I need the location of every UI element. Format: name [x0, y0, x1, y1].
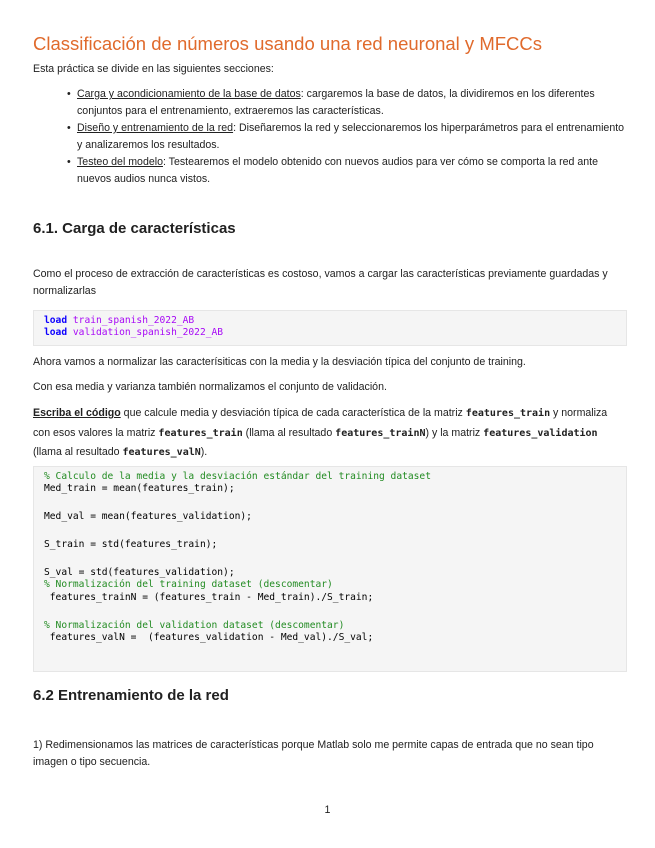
- page-number: 1: [324, 804, 331, 816]
- bullet-icon: •: [67, 156, 71, 168]
- section-link[interactable]: Diseño y entrenamiento de la red: [77, 122, 234, 134]
- list-item: [33, 120, 627, 153]
- page-title: Classificación de números usando una red neuronal y MFCCs: [33, 33, 543, 54]
- paragraph-instruccion: [33, 404, 627, 463]
- bullet-icon: •: [67, 122, 71, 134]
- list-item-text: : Testearemos el modelo obtenido con nuevos audios para ver cómo se comporta la red ante nuevos audios nunca vistos.: [77, 156, 598, 185]
- code-line: [44, 315, 616, 327]
- instruction-text: que calcule media y desviación típica de cada característica de la matriz: [120, 407, 466, 419]
- section-heading-entrenamiento: 6.2 Entrenamiento de la red: [33, 687, 229, 704]
- list-item-text: : cargaremos la base de datos, la dividiremos en los diferentes conjuntos para el entrenamiento, extraeremos las características.: [77, 88, 595, 117]
- code-comment: % Calculo de la media y la desviación estándar del training dataset: [44, 471, 431, 482]
- code-line: features_valN = (features_validation - Med_val)./S_val;: [44, 631, 374, 643]
- code-keyword: load: [44, 327, 68, 339]
- list-item-text: : Diseñaremos la red y seleccionaremos los hiperparámetros para el entrenamiento y analizaremos los resultados.: [77, 122, 625, 151]
- code-line: S_train = std(features_train);: [44, 539, 218, 551]
- paragraph-carga: Como el proceso de extracción de características es costoso, vamos a cargar las características previamente guardadas y normalizarlas: [33, 268, 608, 297]
- instruction-text: ) y la matriz: [425, 426, 484, 439]
- section-link[interactable]: Testeo del modelo: [77, 156, 163, 168]
- paragraph-validacion: Con esa media y varianza también normalizamos el conjunto de validación.: [33, 381, 387, 393]
- bullet-icon: •: [67, 88, 71, 100]
- list-item: [33, 154, 627, 187]
- code-comment: % Normalización del training dataset (descomentar): [44, 579, 333, 591]
- instruction-bold: Escriba el código: [33, 407, 121, 419]
- code-line: [44, 327, 616, 339]
- list-item: [33, 86, 627, 119]
- inline-code: features_trainN: [335, 427, 426, 439]
- section-link[interactable]: Carga y acondicionamiento de la base de datos: [77, 88, 301, 100]
- code-string: validation_spanish_2022_AB: [72, 327, 224, 339]
- code-block-normalizacion[interactable]: [33, 466, 627, 672]
- inline-code: features_valN: [122, 447, 201, 458]
- inline-code: features_validation: [483, 427, 598, 439]
- section-heading-carga: 6.1. Carga de características: [33, 220, 236, 237]
- instruction-text: (llama al resultado: [33, 446, 123, 458]
- code-string: train_spanish_2022_AB: [72, 315, 195, 326]
- code-keyword: load: [44, 315, 68, 326]
- code-line: S_val = std(features_validation);: [44, 567, 235, 579]
- inline-code: features_train: [465, 408, 551, 419]
- code-block-load[interactable]: [33, 310, 627, 346]
- intro-text: Esta práctica se divide en las siguientes secciones:: [33, 63, 274, 75]
- paragraph-redimension: 1) Redimensionamos las matrices de características porque Matlab solo me permite capas de entrada que no sean tipo imagen o tipo secuencia.: [33, 739, 594, 768]
- code-line: features_trainN = (features_train - Med_train)./S_train;: [44, 591, 374, 603]
- instruction-text: ).: [200, 446, 208, 458]
- code-line: Med_train = mean(features_train);: [44, 483, 235, 495]
- inline-code: features_train: [158, 427, 243, 439]
- sections-list: [33, 86, 627, 188]
- code-line: Med_val = mean(features_validation);: [44, 511, 252, 523]
- instruction-text: (llama al resultado: [242, 426, 336, 439]
- paragraph-normalizar: Ahora vamos a normalizar las caracterísiticas con la media y la desviación típica del conjunto de training.: [33, 356, 526, 368]
- instruction-text: y normaliza con esos valores la matriz: [33, 407, 608, 439]
- code-comment: % Normalización del validation dataset (descomentar): [44, 619, 345, 631]
